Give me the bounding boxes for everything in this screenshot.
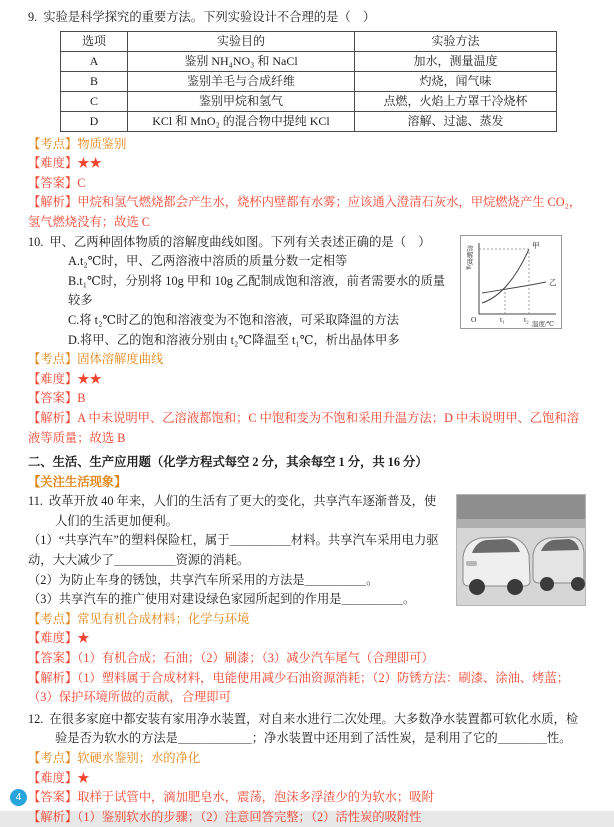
table-header-cell: 实验方法 bbox=[355, 31, 557, 51]
daan-label: 【答案】 bbox=[28, 790, 78, 805]
jiexi-line bbox=[28, 808, 586, 827]
kaodian-label: 【考点】 bbox=[28, 611, 78, 626]
table-cell: 鉴别甲烷和氢气 bbox=[128, 91, 355, 111]
answer-text: 取样于试管中，滴加肥皂水，震荡，泡沫多浮渣少的为软水；吸附 bbox=[77, 790, 434, 805]
table-cell: 点燃，火焰上方罩干冷烧杯 bbox=[355, 91, 557, 111]
tick-t1: t₁ bbox=[500, 314, 505, 324]
kaodian-line bbox=[28, 135, 586, 155]
jiexi-line bbox=[28, 193, 586, 232]
page-number: 4 bbox=[15, 792, 22, 803]
kaodian-label: 【考点】 bbox=[28, 136, 78, 151]
table-row bbox=[61, 91, 557, 111]
jiexi-line bbox=[28, 409, 586, 448]
photo-trees bbox=[457, 495, 585, 519]
page-number-badge[interactable] bbox=[10, 789, 27, 806]
solubility-graph-figure bbox=[460, 235, 562, 329]
analysis-text: （1）塑料属于合成材料，电能使用减少石油资源消耗；（2）防锈方法：刷漆、涂油、烤蓝；（3）保护环境所做的贡献，合理即可 bbox=[28, 670, 570, 705]
difficulty-stars: ★ bbox=[77, 770, 90, 785]
part-1: （1）“共享汽车”的塑料保险杠，属于＿＿＿＿＿材料。共享汽车采用电力驱动，大大减少了＿＿＿＿＿资源的消耗。 bbox=[28, 533, 439, 568]
shared-cars-photo-image bbox=[457, 495, 585, 605]
tick-t2: t₂ bbox=[524, 314, 529, 324]
graph-axes bbox=[479, 240, 556, 314]
table-row bbox=[61, 71, 557, 91]
kaodian-text: 物质鉴别 bbox=[77, 136, 127, 151]
kaodian-label: 【考点】 bbox=[28, 352, 78, 367]
part-2: （2）为防止车身的锈蚀，共享汽车所采用的方法是＿＿＿＿＿。 bbox=[28, 572, 379, 587]
question-10-number: 10. bbox=[28, 234, 44, 249]
question-9-stem: 实验是科学探究的重要方法。下列实验设计不合理的是（ ） bbox=[43, 10, 376, 24]
question-9-number: 9. bbox=[28, 10, 38, 24]
option-c: C.将 t₂℃时乙的饱和溶液变为不饱和溶液，可采取降温的方法 bbox=[68, 312, 399, 327]
question-11-number: 11. bbox=[28, 494, 43, 509]
answer-text: C bbox=[77, 175, 86, 190]
question-10-annotations bbox=[28, 350, 586, 448]
nandu-label: 【难度】 bbox=[28, 156, 78, 171]
table-cell: KCl 和 MnO₂ 的混合物中提纯 KCl bbox=[128, 111, 355, 131]
jiexi-label: 【解析】 bbox=[28, 410, 78, 425]
question-12-number: 12. bbox=[28, 711, 44, 726]
nandu-line bbox=[28, 370, 586, 390]
nandu-line bbox=[28, 769, 586, 789]
table-cell: B bbox=[61, 71, 128, 91]
answer-text: （1）有机合成；石油；（2）刷漆；（3）减少汽车尾气（合理即可） bbox=[77, 651, 434, 666]
jiexi-label: 【解析】 bbox=[28, 809, 78, 824]
table-row bbox=[61, 51, 557, 71]
option-a: A.t₂℃时，甲、乙两溶液中溶质的质量分数一定相等 bbox=[68, 254, 348, 269]
table-header-cell: 选项 bbox=[61, 31, 128, 51]
difficulty-stars: ★★ bbox=[77, 371, 102, 386]
x-axis-label: 温度/℃ bbox=[532, 320, 555, 328]
shared-cars-photo bbox=[456, 494, 586, 606]
daan-label: 【答案】 bbox=[28, 391, 78, 406]
life-phenomenon-banner: 【关注生活现象】 bbox=[28, 474, 127, 489]
kaodian-label: 【考点】 bbox=[28, 751, 78, 765]
jiexi-label: 【解析】 bbox=[28, 195, 78, 210]
solubility-graph bbox=[461, 236, 561, 328]
photo-fence bbox=[457, 519, 585, 528]
question-9 bbox=[28, 8, 586, 233]
kaodian-line bbox=[28, 610, 586, 630]
daan-line bbox=[28, 174, 586, 194]
question-10 bbox=[28, 233, 586, 449]
table-cell: C bbox=[61, 91, 128, 111]
analysis-text: （1）鉴别软水的步骤；（2）注意回答完整；（2）活性炭的吸附性 bbox=[77, 809, 422, 824]
table-row bbox=[61, 111, 557, 131]
graph-dashed-lines bbox=[479, 249, 529, 314]
difficulty-stars: ★ bbox=[77, 631, 90, 646]
table-cell: 溶解、过滤、蒸发 bbox=[355, 111, 557, 131]
kaodian-line bbox=[28, 350, 586, 370]
curve-jia bbox=[482, 249, 529, 303]
car-left bbox=[463, 537, 530, 595]
daan-label: 【答案】 bbox=[28, 651, 78, 666]
daan-line bbox=[28, 389, 586, 409]
question-11-stem: 改革开放 40 年来，人们的生活有了更大的变化，共享汽车逐渐普及，使人们的生活更加便利。 bbox=[48, 494, 437, 528]
daan-line bbox=[28, 649, 586, 669]
difficulty-stars: ★★ bbox=[77, 156, 102, 171]
question-11 bbox=[28, 492, 586, 708]
question-10-stem: 甲、乙两种固体物质的溶解度曲线如图。下列有关表述正确的是（ ） bbox=[49, 234, 431, 249]
question-12-annotations bbox=[28, 749, 586, 827]
question-9-stem-line bbox=[28, 8, 586, 28]
table-header-cell: 实验目的 bbox=[128, 31, 355, 51]
curve-yi bbox=[482, 282, 546, 293]
question-9-table bbox=[60, 31, 557, 132]
part-3: （3）共享汽车的推广使用对建设绿色家园所起到的作用是＿＿＿＿＿。 bbox=[28, 592, 416, 607]
curve-yi-label: 乙 bbox=[549, 277, 557, 287]
question-12-stem: 在很多家庭中都安装有家用净水装置，对自来水进行二次处理。大多数净水装置都可软化水质，检验是否为软水的方法是＿＿＿＿＿＿；净水装置中还用到了活性炭，是利用了它的＿＿＿＿性。 bbox=[49, 711, 579, 746]
kaodian-line bbox=[28, 749, 586, 769]
car-right bbox=[533, 537, 585, 591]
jiexi-label: 【解析】 bbox=[28, 670, 78, 685]
nandu-label: 【难度】 bbox=[28, 371, 78, 386]
kaodian-text: 固体溶解度曲线 bbox=[77, 352, 164, 367]
nandu-label: 【难度】 bbox=[28, 631, 78, 646]
table-cell: D bbox=[61, 111, 128, 131]
kaodian-text: 常见有机合成材料；化学与环境 bbox=[77, 611, 250, 626]
daan-label: 【答案】 bbox=[28, 175, 78, 190]
y-axis-label: 溶解度/g bbox=[465, 244, 473, 270]
analysis-text: 甲烷和氢气燃烧都会产生水，烧杯内壁都有水雾；应该通入澄清石灰水，甲烷燃烧产生 CO₂，氢气燃烧没有；故选 C bbox=[28, 195, 582, 229]
table-cell: 鉴别 NH₄NO₃ 和 NaCl bbox=[128, 51, 355, 71]
table-cell: 鉴别羊毛与合成纤维 bbox=[128, 71, 355, 91]
question-11-annotations bbox=[28, 610, 586, 708]
question-9-annotations bbox=[28, 135, 586, 233]
table-cell: A bbox=[61, 51, 128, 71]
nandu-line bbox=[28, 629, 586, 649]
answer-text: B bbox=[77, 391, 86, 406]
nandu-label: 【难度】 bbox=[28, 770, 78, 785]
option-d: D.将甲、乙的饱和溶液分别由 t₂℃降温至 t₁℃，析出晶体甲多 bbox=[68, 332, 400, 347]
table-cell: 灼烧，闻气味 bbox=[355, 71, 557, 91]
question-12-stem-line bbox=[28, 710, 586, 749]
table-cell: 加水，测量温度 bbox=[355, 51, 557, 71]
question-12 bbox=[28, 710, 586, 827]
section-2-title: 二、生活、生产应用题（化学方程式每空 2 分，其余每空 1 分，共 16 分） bbox=[28, 455, 428, 470]
nandu-line bbox=[28, 154, 586, 174]
daan-line bbox=[28, 788, 586, 808]
option-b: B.t₁℃时，分别将 10g 甲和 10g 乙配制成饱和溶液，前者需要水的质量较多 bbox=[68, 273, 446, 308]
curve-jia-label: 甲 bbox=[532, 240, 540, 250]
kaodian-text: 软硬水鉴别；水的净化 bbox=[77, 751, 201, 765]
table-header-row bbox=[61, 31, 557, 51]
origin-label: O bbox=[471, 314, 477, 324]
analysis-text: A 中未说明甲、乙溶液都饱和；C 中饱和变为不饱和采用升温方法；D 中未说明甲、乙饱和溶液等质量；故选 B bbox=[28, 410, 579, 445]
jiexi-line bbox=[28, 669, 586, 708]
